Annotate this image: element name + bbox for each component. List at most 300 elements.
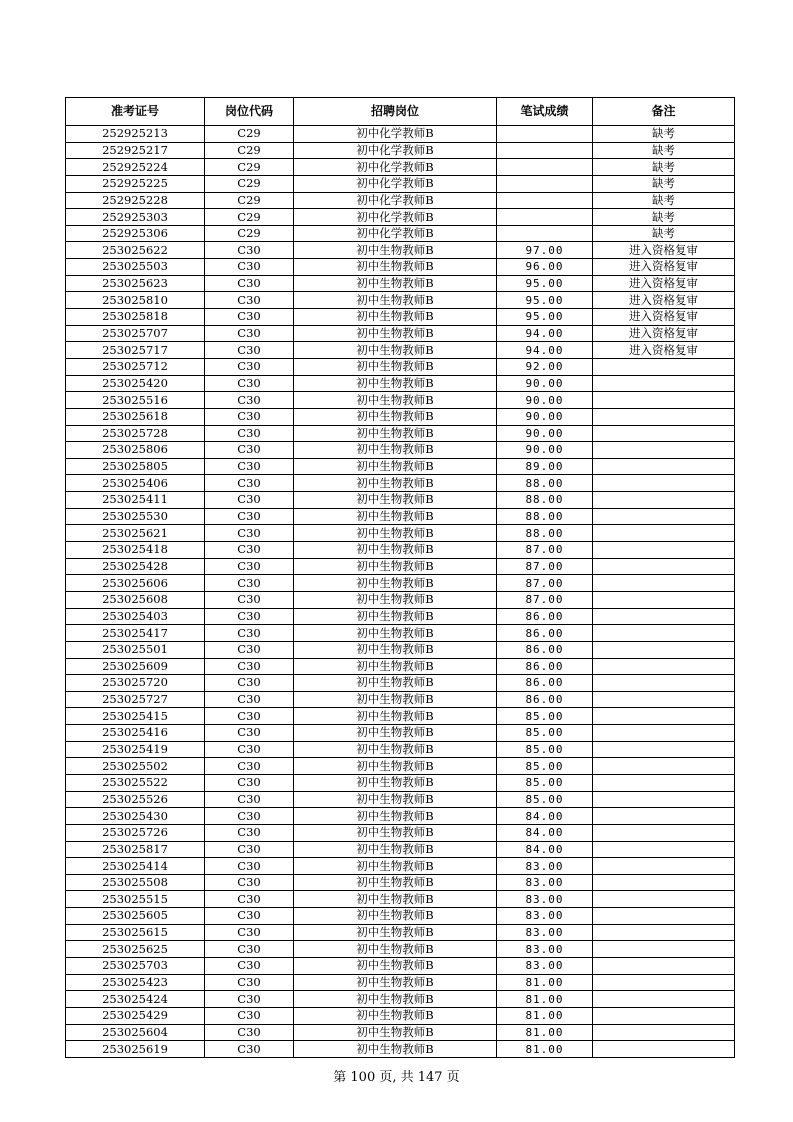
post-code-cell: C30 <box>205 891 294 908</box>
exam-id-cell: 252925225 <box>66 175 205 192</box>
remark-cell <box>593 641 735 658</box>
exam-id-cell: 253025606 <box>66 575 205 592</box>
post-code-cell: C30 <box>205 691 294 708</box>
table-row <box>66 192 735 209</box>
remark-cell: 缺考 <box>593 142 735 159</box>
post-name-cell: 初中生物教师B <box>294 641 497 658</box>
table-row <box>66 625 735 642</box>
post-name-cell: 初中生物教师B <box>294 1024 497 1041</box>
score-cell: 85.00 <box>497 725 593 742</box>
remark-cell <box>593 542 735 559</box>
remark-cell: 缺考 <box>593 209 735 226</box>
post-name-cell: 初中生物教师B <box>294 625 497 642</box>
exam-id-cell: 252925303 <box>66 209 205 226</box>
post-name-cell: 初中化学教师B <box>294 192 497 209</box>
post-code-cell: C30 <box>205 309 294 326</box>
remark-cell <box>593 858 735 875</box>
remark-cell: 缺考 <box>593 225 735 242</box>
table-row <box>66 608 735 625</box>
exam-id-cell: 253025619 <box>66 1041 205 1058</box>
score-cell: 81.00 <box>497 1041 593 1058</box>
exam-id-cell: 253025712 <box>66 358 205 375</box>
table-row <box>66 725 735 742</box>
exam-id-cell: 253025515 <box>66 891 205 908</box>
exam-id-cell: 253025608 <box>66 591 205 608</box>
post-code-cell: C30 <box>205 708 294 725</box>
post-name-cell: 初中生物教师B <box>294 325 497 342</box>
column-header-remark: 备注 <box>593 98 735 126</box>
table-row <box>66 858 735 875</box>
remark-cell <box>593 891 735 908</box>
column-header-post-code: 岗位代码 <box>205 98 294 126</box>
exam-id-cell: 253025403 <box>66 608 205 625</box>
post-code-cell: C30 <box>205 492 294 509</box>
score-cell: 88.00 <box>497 475 593 492</box>
remark-cell <box>593 924 735 941</box>
table-row <box>66 159 735 176</box>
post-name-cell: 初中生物教师B <box>294 1041 497 1058</box>
table-row <box>66 958 735 975</box>
post-name-cell: 初中生物教师B <box>294 475 497 492</box>
post-code-cell: C30 <box>205 675 294 692</box>
remark-cell <box>593 691 735 708</box>
post-code-cell: C30 <box>205 525 294 542</box>
remark-cell <box>593 1007 735 1024</box>
post-code-cell: C30 <box>205 874 294 891</box>
score-cell: 86.00 <box>497 608 593 625</box>
score-cell: 94.00 <box>497 325 593 342</box>
table-row <box>66 708 735 725</box>
score-cell: 88.00 <box>497 492 593 509</box>
table-row <box>66 225 735 242</box>
post-name-cell: 初中生物教师B <box>294 858 497 875</box>
remark-cell <box>593 725 735 742</box>
score-cell: 83.00 <box>497 874 593 891</box>
exam-id-cell: 253025621 <box>66 525 205 542</box>
post-code-cell: C30 <box>205 774 294 791</box>
page-number: 第 100 页, 共 147 页 <box>333 1070 460 1085</box>
score-cell: 85.00 <box>497 791 593 808</box>
post-code-cell: C30 <box>205 791 294 808</box>
column-header-post-name: 招聘岗位 <box>294 98 497 126</box>
score-cell: 83.00 <box>497 891 593 908</box>
post-name-cell: 初中生物教师B <box>294 275 497 292</box>
post-code-cell: C29 <box>205 225 294 242</box>
table-row <box>66 891 735 908</box>
exam-id-cell: 252925213 <box>66 126 205 143</box>
post-name-cell: 初中生物教师B <box>294 1007 497 1024</box>
post-code-cell: C30 <box>205 1041 294 1058</box>
post-code-cell: C29 <box>205 126 294 143</box>
remark-cell <box>593 958 735 975</box>
post-name-cell: 初中生物教师B <box>294 575 497 592</box>
post-name-cell: 初中生物教师B <box>294 375 497 392</box>
exam-id-cell: 253025817 <box>66 841 205 858</box>
remark-cell <box>593 791 735 808</box>
exam-id-cell: 253025503 <box>66 259 205 276</box>
post-code-cell: C30 <box>205 725 294 742</box>
exam-id-cell: 253025416 <box>66 725 205 742</box>
table-row <box>66 808 735 825</box>
post-code-cell: C30 <box>205 558 294 575</box>
post-name-cell: 初中生物教师B <box>294 242 497 259</box>
post-code-cell: C30 <box>205 924 294 941</box>
table-row <box>66 1024 735 1041</box>
exam-id-cell: 253025728 <box>66 425 205 442</box>
post-code-cell: C30 <box>205 392 294 409</box>
exam-id-cell: 253025530 <box>66 508 205 525</box>
post-code-cell: C30 <box>205 758 294 775</box>
remark-cell <box>593 625 735 642</box>
table-row <box>66 292 735 309</box>
column-header-exam-id: 准考证号 <box>66 98 205 126</box>
score-cell <box>497 225 593 242</box>
exam-id-cell: 253025429 <box>66 1007 205 1024</box>
score-cell: 84.00 <box>497 808 593 825</box>
exam-id-cell: 253025717 <box>66 342 205 359</box>
score-cell: 87.00 <box>497 591 593 608</box>
remark-cell: 缺考 <box>593 126 735 143</box>
exam-id-cell: 252925306 <box>66 225 205 242</box>
score-cell: 87.00 <box>497 542 593 559</box>
table-row <box>66 1041 735 1058</box>
table-row <box>66 508 735 525</box>
remark-cell <box>593 824 735 841</box>
table-row <box>66 358 735 375</box>
remark-cell <box>593 408 735 425</box>
remark-cell: 缺考 <box>593 175 735 192</box>
exam-id-cell: 253025618 <box>66 408 205 425</box>
post-name-cell: 初中生物教师B <box>294 974 497 991</box>
post-code-cell: C30 <box>205 575 294 592</box>
exam-id-cell: 253025508 <box>66 874 205 891</box>
exam-id-cell: 253025415 <box>66 708 205 725</box>
post-name-cell: 初中生物教师B <box>294 958 497 975</box>
table-row <box>66 275 735 292</box>
table-row <box>66 259 735 276</box>
post-name-cell: 初中生物教师B <box>294 358 497 375</box>
exam-id-cell: 253025625 <box>66 941 205 958</box>
post-name-cell: 初中化学教师B <box>294 209 497 226</box>
remark-cell <box>593 508 735 525</box>
table-body <box>66 126 735 1058</box>
post-name-cell: 初中生物教师B <box>294 874 497 891</box>
table-row <box>66 908 735 925</box>
post-name-cell: 初中生物教师B <box>294 774 497 791</box>
post-name-cell: 初中生物教师B <box>294 824 497 841</box>
remark-cell <box>593 841 735 858</box>
score-cell: 92.00 <box>497 358 593 375</box>
score-cell: 95.00 <box>497 292 593 309</box>
post-code-cell: C30 <box>205 358 294 375</box>
post-name-cell: 初中生物教师B <box>294 991 497 1008</box>
remark-cell: 进入资格复审 <box>593 325 735 342</box>
post-name-cell: 初中生物教师B <box>294 292 497 309</box>
remark-cell: 进入资格复审 <box>593 342 735 359</box>
post-name-cell: 初中生物教师B <box>294 492 497 509</box>
exam-id-cell: 253025720 <box>66 675 205 692</box>
table-row <box>66 492 735 509</box>
remark-cell <box>593 442 735 459</box>
post-code-cell: C29 <box>205 192 294 209</box>
exam-id-cell: 253025418 <box>66 542 205 559</box>
exam-id-cell: 253025609 <box>66 658 205 675</box>
exam-id-cell: 253025516 <box>66 392 205 409</box>
table-row <box>66 126 735 143</box>
remark-cell <box>593 575 735 592</box>
table-row <box>66 758 735 775</box>
post-name-cell: 初中生物教师B <box>294 408 497 425</box>
exam-id-cell: 253025501 <box>66 641 205 658</box>
remark-cell <box>593 458 735 475</box>
remark-cell: 进入资格复审 <box>593 309 735 326</box>
score-cell: 88.00 <box>497 508 593 525</box>
exam-id-cell: 253025406 <box>66 475 205 492</box>
table-row <box>66 325 735 342</box>
post-code-cell: C30 <box>205 908 294 925</box>
exam-id-cell: 253025423 <box>66 974 205 991</box>
score-cell: 95.00 <box>497 309 593 326</box>
remark-cell <box>593 808 735 825</box>
exam-id-cell: 253025707 <box>66 325 205 342</box>
table-row <box>66 425 735 442</box>
table-row <box>66 408 735 425</box>
score-cell: 83.00 <box>497 908 593 925</box>
exam-id-cell: 253025428 <box>66 558 205 575</box>
post-name-cell: 初中生物教师B <box>294 691 497 708</box>
post-code-cell: C30 <box>205 974 294 991</box>
score-cell <box>497 126 593 143</box>
post-name-cell: 初中生物教师B <box>294 741 497 758</box>
exam-id-cell: 253025604 <box>66 1024 205 1041</box>
score-cell <box>497 209 593 226</box>
exam-id-cell: 253025411 <box>66 492 205 509</box>
remark-cell <box>593 675 735 692</box>
post-code-cell: C30 <box>205 841 294 858</box>
exam-id-cell: 253025623 <box>66 275 205 292</box>
score-cell: 81.00 <box>497 974 593 991</box>
score-cell: 83.00 <box>497 958 593 975</box>
score-cell: 86.00 <box>497 625 593 642</box>
post-name-cell: 初中生物教师B <box>294 675 497 692</box>
post-code-cell: C30 <box>205 958 294 975</box>
remark-cell <box>593 1041 735 1058</box>
remark-cell <box>593 758 735 775</box>
post-code-cell: C30 <box>205 325 294 342</box>
exam-id-cell: 252925224 <box>66 159 205 176</box>
score-cell: 90.00 <box>497 408 593 425</box>
score-cell: 89.00 <box>497 458 593 475</box>
exam-id-cell: 252925228 <box>66 192 205 209</box>
exam-id-cell: 252925217 <box>66 142 205 159</box>
table-row <box>66 874 735 891</box>
post-code-cell: C30 <box>205 425 294 442</box>
post-code-cell: C30 <box>205 1007 294 1024</box>
post-code-cell: C29 <box>205 142 294 159</box>
column-header-written-score: 笔试成绩 <box>497 98 593 126</box>
table-row <box>66 941 735 958</box>
table-row <box>66 991 735 1008</box>
table-row <box>66 824 735 841</box>
exam-id-cell: 253025420 <box>66 375 205 392</box>
exam-id-cell: 253025424 <box>66 991 205 1008</box>
exam-id-cell: 253025502 <box>66 758 205 775</box>
remark-cell <box>593 475 735 492</box>
post-code-cell: C30 <box>205 442 294 459</box>
table-row <box>66 841 735 858</box>
table-row <box>66 675 735 692</box>
post-name-cell: 初中化学教师B <box>294 175 497 192</box>
table-row <box>66 575 735 592</box>
post-name-cell: 初中生物教师B <box>294 891 497 908</box>
post-code-cell: C30 <box>205 591 294 608</box>
post-name-cell: 初中生物教师B <box>294 542 497 559</box>
post-name-cell: 初中化学教师B <box>294 142 497 159</box>
post-name-cell: 初中生物教师B <box>294 708 497 725</box>
table-row <box>66 924 735 941</box>
post-name-cell: 初中生物教师B <box>294 508 497 525</box>
score-cell: 90.00 <box>497 392 593 409</box>
exam-id-cell: 253025726 <box>66 824 205 841</box>
post-name-cell: 初中生物教师B <box>294 392 497 409</box>
post-name-cell: 初中生物教师B <box>294 791 497 808</box>
remark-cell: 进入资格复审 <box>593 275 735 292</box>
score-cell: 85.00 <box>497 708 593 725</box>
exam-id-cell: 253025414 <box>66 858 205 875</box>
score-cell: 83.00 <box>497 924 593 941</box>
table-row <box>66 475 735 492</box>
table-row <box>66 392 735 409</box>
post-code-cell: C30 <box>205 641 294 658</box>
remark-cell <box>593 908 735 925</box>
remark-cell <box>593 741 735 758</box>
table-row <box>66 375 735 392</box>
table-header-row <box>66 98 735 126</box>
post-code-cell: C30 <box>205 941 294 958</box>
post-code-cell: C30 <box>205 375 294 392</box>
remark-cell <box>593 525 735 542</box>
post-name-cell: 初中生物教师B <box>294 608 497 625</box>
exam-id-cell: 253025605 <box>66 908 205 925</box>
post-name-cell: 初中生物教师B <box>294 591 497 608</box>
score-cell: 95.00 <box>497 275 593 292</box>
score-table <box>65 97 735 1058</box>
post-code-cell: C30 <box>205 275 294 292</box>
post-name-cell: 初中生物教师B <box>294 924 497 941</box>
remark-cell <box>593 991 735 1008</box>
post-name-cell: 初中生物教师B <box>294 558 497 575</box>
exam-id-cell: 253025522 <box>66 774 205 791</box>
exam-id-cell: 253025703 <box>66 958 205 975</box>
remark-cell <box>593 1024 735 1041</box>
remark-cell <box>593 708 735 725</box>
post-code-cell: C30 <box>205 242 294 259</box>
exam-id-cell: 253025622 <box>66 242 205 259</box>
score-cell: 81.00 <box>497 991 593 1008</box>
post-name-cell: 初中生物教师B <box>294 908 497 925</box>
post-code-cell: C29 <box>205 159 294 176</box>
table-row <box>66 641 735 658</box>
post-code-cell: C30 <box>205 858 294 875</box>
post-code-cell: C30 <box>205 991 294 1008</box>
remark-cell <box>593 658 735 675</box>
post-code-cell: C30 <box>205 1024 294 1041</box>
remark-cell <box>593 874 735 891</box>
post-name-cell: 初中生物教师B <box>294 425 497 442</box>
score-cell: 85.00 <box>497 741 593 758</box>
score-cell: 86.00 <box>497 691 593 708</box>
post-code-cell: C30 <box>205 608 294 625</box>
remark-cell <box>593 392 735 409</box>
score-cell: 90.00 <box>497 442 593 459</box>
exam-id-cell: 253025419 <box>66 741 205 758</box>
remark-cell <box>593 974 735 991</box>
exam-id-cell: 253025417 <box>66 625 205 642</box>
score-cell <box>497 159 593 176</box>
score-cell: 88.00 <box>497 525 593 542</box>
table-row <box>66 658 735 675</box>
score-cell: 94.00 <box>497 342 593 359</box>
post-code-cell: C30 <box>205 458 294 475</box>
exam-id-cell: 253025810 <box>66 292 205 309</box>
post-code-cell: C30 <box>205 625 294 642</box>
table-row <box>66 525 735 542</box>
post-name-cell: 初中生物教师B <box>294 309 497 326</box>
remark-cell: 缺考 <box>593 159 735 176</box>
table-row <box>66 691 735 708</box>
post-name-cell: 初中生物教师B <box>294 525 497 542</box>
table-row <box>66 142 735 159</box>
score-cell: 85.00 <box>497 774 593 791</box>
post-code-cell: C30 <box>205 741 294 758</box>
post-code-cell: C29 <box>205 209 294 226</box>
score-cell <box>497 192 593 209</box>
remark-cell <box>593 492 735 509</box>
exam-id-cell: 253025727 <box>66 691 205 708</box>
post-name-cell: 初中生物教师B <box>294 941 497 958</box>
table-row <box>66 558 735 575</box>
remark-cell: 进入资格复审 <box>593 292 735 309</box>
post-name-cell: 初中生物教师B <box>294 725 497 742</box>
score-cell <box>497 175 593 192</box>
score-cell: 90.00 <box>497 375 593 392</box>
table-row <box>66 974 735 991</box>
post-code-cell: C30 <box>205 408 294 425</box>
post-code-cell: C30 <box>205 508 294 525</box>
exam-id-cell: 253025805 <box>66 458 205 475</box>
post-code-cell: C30 <box>205 824 294 841</box>
remark-cell: 进入资格复审 <box>593 259 735 276</box>
post-code-cell: C29 <box>205 175 294 192</box>
post-code-cell: C30 <box>205 259 294 276</box>
score-cell: 86.00 <box>497 658 593 675</box>
table-row <box>66 242 735 259</box>
post-name-cell: 初中化学教师B <box>294 225 497 242</box>
score-cell: 96.00 <box>497 259 593 276</box>
post-code-cell: C30 <box>205 658 294 675</box>
remark-cell: 进入资格复审 <box>593 242 735 259</box>
exam-id-cell: 253025430 <box>66 808 205 825</box>
remark-cell <box>593 375 735 392</box>
exam-id-cell: 253025615 <box>66 924 205 941</box>
score-cell: 86.00 <box>497 675 593 692</box>
remark-cell <box>593 358 735 375</box>
remark-cell <box>593 774 735 791</box>
score-cell: 83.00 <box>497 858 593 875</box>
post-name-cell: 初中化学教师B <box>294 126 497 143</box>
exam-id-cell: 253025806 <box>66 442 205 459</box>
post-name-cell: 初中生物教师B <box>294 658 497 675</box>
